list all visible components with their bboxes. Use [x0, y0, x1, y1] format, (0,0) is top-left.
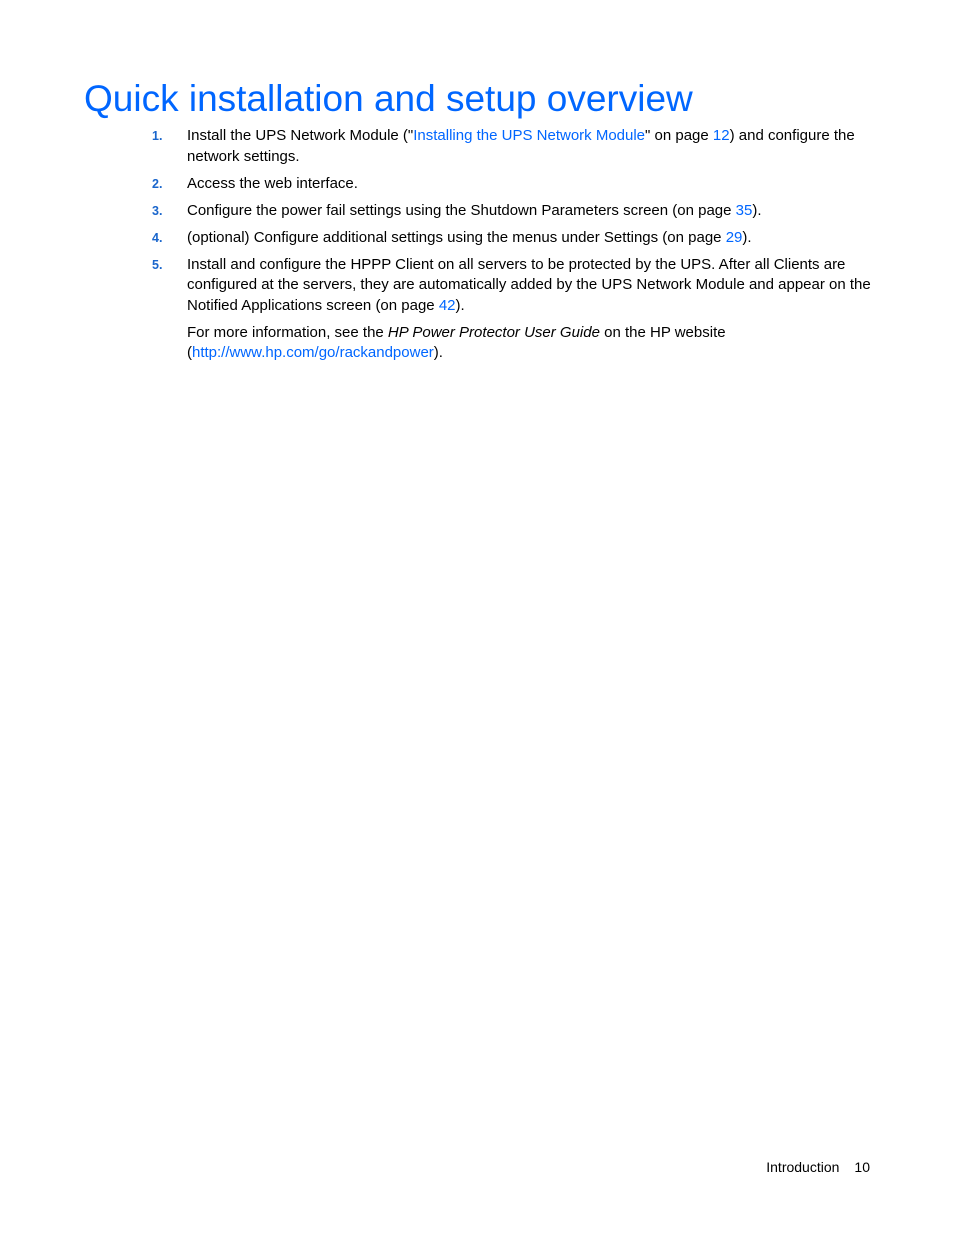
step-text-part: ). [455, 296, 465, 314]
page-footer [766, 1158, 870, 1176]
step-text-part: Install the UPS Network Module (" [187, 127, 414, 144]
step-number: 1. [152, 129, 163, 143]
step-number: 5. [152, 257, 163, 272]
step-text-part: ). [742, 228, 752, 246]
step-text [187, 126, 872, 167]
page-35-link[interactable]: 35 [735, 201, 753, 219]
step-text-part: ). [752, 201, 762, 219]
hp-website-link[interactable]: http://www.hp.com/go/rackandpower [192, 344, 434, 361]
step-text [187, 228, 872, 249]
step-text-part: Install and configure the HPPP Client on all servers to be protected by the UPS. After all Clients are configured at the servers, they are automatically added by the UPS Network Module and appear on the Notified Applications screen (on page [187, 255, 871, 314]
step-text: Access the web interface. [187, 174, 358, 192]
step-4 [152, 228, 872, 249]
page-29-link[interactable]: 29 [725, 228, 743, 246]
more-info-note [187, 323, 872, 364]
step-text-part: " on page [645, 127, 713, 144]
step-text [187, 201, 872, 222]
footer-section: Introduction [766, 1159, 840, 1175]
page-12-link[interactable]: 12 [712, 127, 730, 144]
step-2 [152, 174, 872, 195]
page-title: Quick installation and setup overview [84, 78, 693, 119]
step-number: 3. [152, 203, 163, 218]
step-3 [152, 201, 872, 222]
step-5 [152, 255, 872, 364]
step-number: 4. [152, 230, 163, 245]
step-text-part: (optional) Configure additional settings using the menus under Settings (on page [187, 228, 726, 246]
footer-page-number: 10 [854, 1159, 870, 1175]
step-text [187, 255, 872, 317]
installing-module-link[interactable]: Installing the UPS Network Module [413, 127, 646, 144]
note-text-part: ). [433, 344, 443, 361]
note-text-part: For more information, see the [187, 323, 388, 341]
step-text-part: Configure the power fail settings using the Shutdown Parameters screen (on page [187, 201, 736, 219]
step-text-part: ) and configure the network settings. [187, 127, 855, 165]
steps-list [152, 126, 872, 370]
step-1 [152, 126, 872, 167]
step-number: 2. [152, 176, 163, 191]
page-42-link[interactable]: 42 [438, 296, 456, 314]
user-guide-title: HP Power Protector User Guide [387, 323, 600, 341]
note-text-part: on the HP website ( [187, 323, 726, 361]
